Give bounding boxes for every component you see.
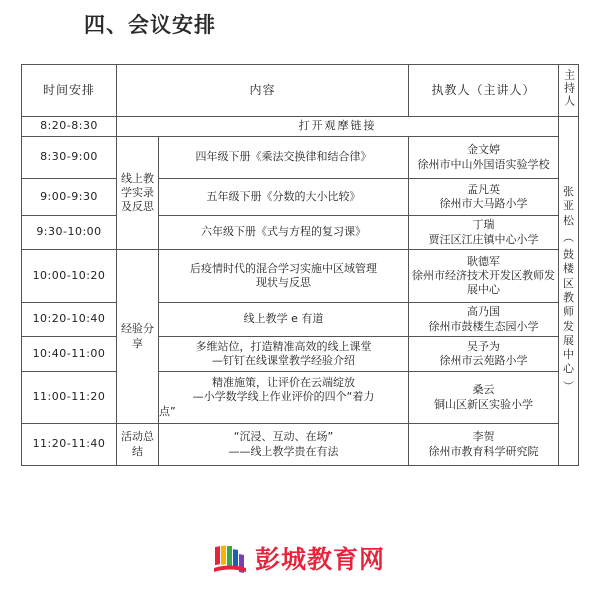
executor-cell [409, 372, 559, 424]
time-cell: 11:00-11:20 [22, 372, 117, 424]
executor-cell [409, 216, 559, 250]
content-line: 六年级下册《式与方程的复习课》 [201, 225, 366, 239]
executor-org: 徐州市中山外国语实验学校 [417, 157, 550, 171]
host-char: 中 [563, 348, 575, 362]
session-experience: 经验分享 [117, 250, 159, 424]
host-cell [559, 117, 579, 466]
host-char: 心 [563, 362, 575, 376]
header-executor: 执教人（主讲人） [409, 65, 559, 117]
time-cell: 10:40-11:00 [22, 337, 117, 372]
header-row [22, 65, 579, 117]
logo-text: 彭城教育网 [255, 545, 386, 574]
time-cell: 10:00-10:20 [22, 250, 117, 303]
table-row [22, 372, 579, 424]
host-char: 发 [563, 319, 575, 333]
host-name [559, 185, 578, 228]
agenda-table [21, 64, 579, 466]
executor-cell [409, 137, 559, 179]
executor-org: 铜山区新区实验小学 [434, 397, 534, 411]
content-line: “沉浸、互动、在场” [233, 430, 334, 444]
host-char: 教 [563, 291, 575, 304]
header-content: 内容 [117, 65, 409, 117]
executor-name: 孟凡英 [467, 182, 501, 196]
header-host: 主持人 [562, 68, 576, 108]
executor-cell [409, 424, 559, 466]
host-char: 区 [563, 276, 575, 290]
time-cell: 10:20-10:40 [22, 303, 117, 337]
executor-org: 徐州市教育科学研究院 [428, 444, 539, 458]
time-cell: 8:30-9:00 [22, 137, 117, 179]
executor-org: 徐州市云苑路小学 [439, 354, 528, 367]
session-online: 线上教学实录及反思 [117, 137, 159, 250]
content-line: 多维站位，打造精准高效的线上课堂 [195, 339, 372, 353]
table-row [22, 303, 579, 337]
executor-name: 李贺 [472, 430, 495, 444]
executor-name: 高乃国 [467, 305, 501, 319]
content-cell [159, 250, 409, 303]
content-line: —钉钉在线课堂教学经验介绍 [212, 354, 355, 367]
content-line: 五年级下册《分数的大小比较》 [206, 189, 361, 203]
table-row [22, 424, 579, 466]
executor-name: 丁瑞 [472, 218, 495, 232]
content-line: 点” [159, 404, 176, 418]
host-paren-open: ︵ [563, 230, 575, 244]
executor-org: 徐州市经济技术开发区教师发展中心 [412, 268, 556, 297]
time-cell: 9:30-10:00 [22, 216, 117, 250]
host-paren-close: ︶ [563, 379, 575, 393]
book-logo-icon [211, 541, 249, 575]
header-host-cell [559, 65, 579, 117]
session-summary: 活动总结 [117, 424, 159, 466]
executor-cell [409, 303, 559, 337]
content-line: 线上教学 e 有道 [243, 312, 324, 326]
table-row [22, 179, 579, 216]
executor-name: 吴予为 [467, 339, 501, 353]
site-logo [211, 540, 385, 576]
header-time: 时间安排 [22, 65, 117, 117]
host-char: 楼 [563, 262, 575, 276]
host-char: 张 [563, 184, 575, 198]
content-line: ——线上教学贵在有法 [228, 444, 339, 458]
table-row [22, 137, 579, 179]
host-char: 师 [563, 305, 575, 319]
content-cell [159, 372, 409, 424]
content-line: 精准施策，让评价在云端绽放 [212, 376, 355, 390]
executor-name: 金文婷 [467, 143, 501, 157]
content-line: 后疫情时代的混合学习实施中区域管理 [190, 261, 377, 275]
table-row-opening [22, 117, 579, 137]
content-cell [159, 337, 409, 372]
host-org [559, 248, 578, 377]
content-line: 现状与反思 [256, 276, 311, 289]
host-char: 松 [563, 213, 575, 227]
section-heading: 四、会议安排 [84, 13, 216, 37]
executor-org: 徐州市鼓楼生态园小学 [428, 319, 539, 333]
content-cell [159, 216, 409, 250]
host-char: 鼓 [563, 248, 575, 262]
content-cell [159, 179, 409, 216]
executor-cell [409, 179, 559, 216]
host-char: 展 [563, 333, 575, 347]
host-char: 亚 [563, 199, 575, 213]
executor-cell [409, 337, 559, 372]
content-line: 四年级下册《乘法交换律和结合律》 [195, 150, 372, 164]
time-cell: 11:20-11:40 [22, 424, 117, 466]
content-cell [159, 303, 409, 337]
time-cell: 9:00-9:30 [22, 179, 117, 216]
content-cell [159, 137, 409, 179]
executor-cell [409, 250, 559, 303]
executor-org: 贾汪区江庄镇中心小学 [428, 232, 539, 246]
table-row [22, 216, 579, 250]
executor-org: 徐州市大马路小学 [439, 197, 528, 210]
time-cell: 8:20-8:30 [22, 117, 117, 137]
content-line: —小学数学线上作业评价的四个“着力 [192, 390, 375, 404]
table-row [22, 337, 579, 372]
opening-content: 打开观摩链接 [117, 117, 559, 137]
executor-name: 桑云 [472, 383, 495, 397]
content-cell [159, 424, 409, 466]
table-row [22, 250, 579, 303]
executor-name: 耿德军 [467, 254, 501, 268]
